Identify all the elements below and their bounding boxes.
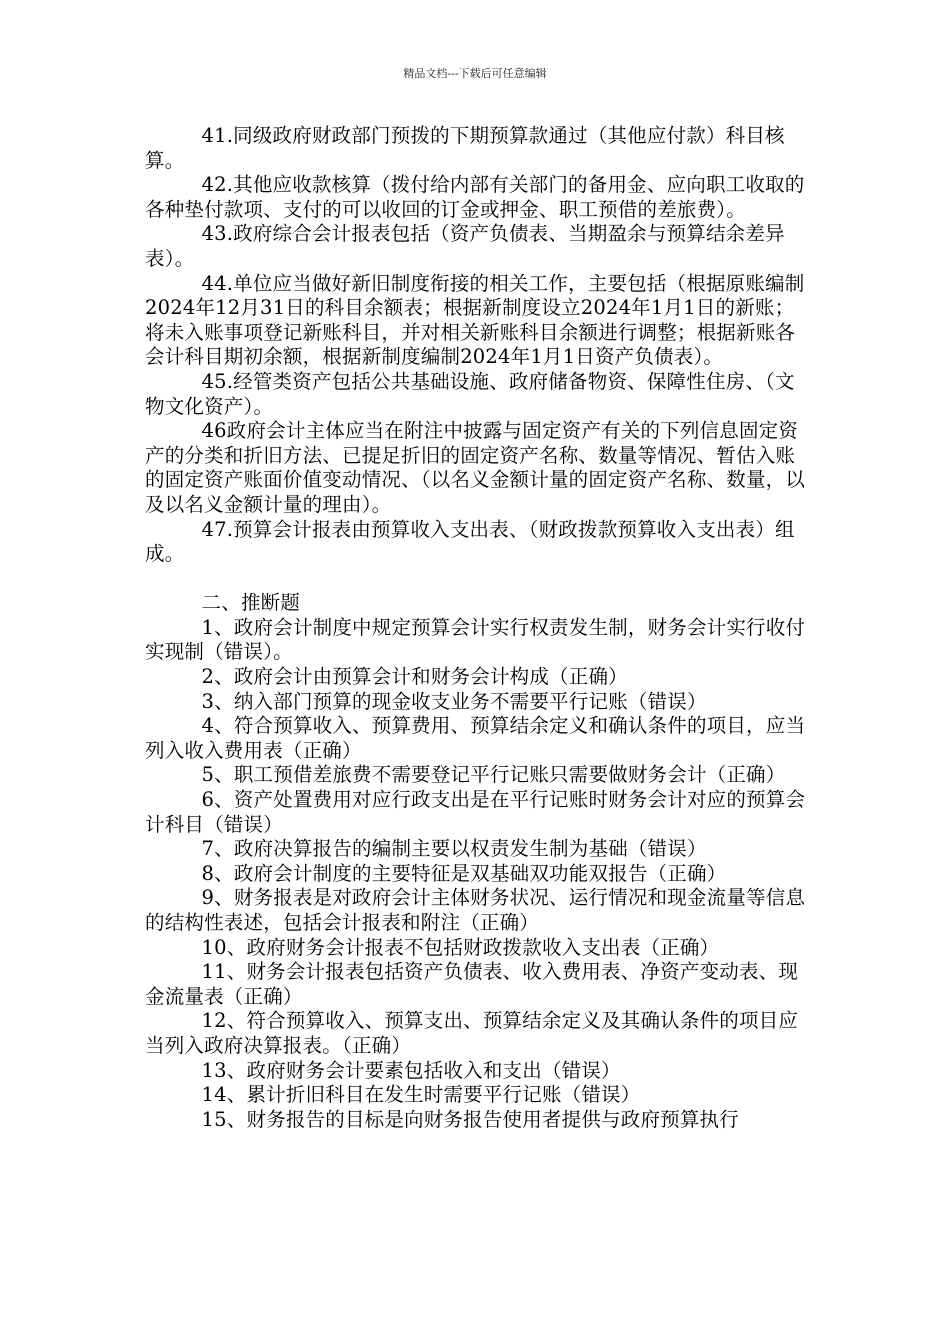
judgment-item: 10、政府财务会计报表不包括财政拨款收入支出表（正确） bbox=[201, 935, 720, 959]
document-body bbox=[145, 124, 810, 1132]
paragraph-47: 47.预算会计报表由预算收入支出表、（财政拨款预算收入支出表）组成。 bbox=[145, 517, 795, 566]
paragraph-46: 46政府会计主体应当在附注中披露与固定资产有关的下列信息固定资产的分类和折旧方法、已提足折旧的固定资产名称、数量等情况、暂估入账的固定资产账面价值变动情况、（以名义金额计量的固定资产名称、数量，以及以名义金额计量的理由）。 bbox=[145, 419, 806, 516]
judgment-item: 14、累计折旧科目在发生时需要平行记账（错误） bbox=[201, 1083, 641, 1107]
judgment-item: 13、政府财务会计要素包括收入和支出（错误） bbox=[201, 1058, 621, 1082]
judgment-item: 7、政府决算报告的编制主要以权责发生制为基础（错误） bbox=[201, 837, 707, 861]
judgment-item: 12、符合预算收入、预算支出、预算结余定义及其确认条件的项目应当列入政府决算报表。（正确） bbox=[145, 1009, 799, 1057]
judgment-item: 15、财务报告的目标是向财务报告使用者提供与政府预算执行 bbox=[201, 1107, 739, 1131]
judgment-item: 11、财务会计报表包括资产负债表、收入费用表、净资产变动表、现金流量表（正确） bbox=[145, 960, 799, 1008]
judgment-item: 9、财务报表是对政府会计主体财务状况、运行情况和现金流量等信息的结构性表述，包括会计报表和附注（正确） bbox=[145, 886, 806, 934]
page-header: 精品文档---下载后可任意编辑 bbox=[403, 67, 547, 80]
judgment-item: 8、政府会计制度的主要特征是双基础双功能双报告（正确） bbox=[201, 861, 727, 885]
judgment-item: 5、职工预借差旅费不需要登记平行记账只需要做财务会计（正确） bbox=[201, 763, 786, 787]
section-title: 二、推断题 bbox=[201, 591, 301, 615]
paragraph-41: 41.同级政府财政部门预拨的下期预算款通过（其他应付款）科目核算。 bbox=[145, 124, 785, 172]
judgment-item: 4、符合预算收入、预算费用、预算结余定义和确认条件的项目，应当列入收入费用表（正确） bbox=[145, 714, 806, 762]
paragraph-43: 43.政府综合会计报表包括（资产负债表、当期盈余与预算结余差异表）。 bbox=[145, 222, 785, 270]
judgment-item: 6、资产处置费用对应行政支出是在平行记账时财务会计对应的预算会计科目（错误） bbox=[145, 788, 806, 836]
judgment-item: 2、政府会计由预算会计和财务会计构成（正确） bbox=[201, 665, 628, 689]
judgment-item: 1、政府会计制度中规定预算会计实行权责发生制，财务会计实行收付实现制（错误）。 bbox=[145, 615, 806, 664]
judgment-item: 3、纳入部门预算的现金收支业务不需要平行记账（错误） bbox=[201, 689, 707, 713]
paragraph-42: 42.其他应收款核算（拨付给内部有关部门的备用金、应向职工收取的各种垫付款项、支付的可以收回的订金或押金、职工预借的差旅费）。 bbox=[145, 173, 805, 221]
paragraph-45: 45.经管类资产包括公共基础设施、政府储备物资、保障性住房、（文物文化资产）。 bbox=[145, 369, 795, 418]
paragraph-44: 44.单位应当做好新旧制度衔接的相关工作，主要包括（根据原账编制2024年12月31日的科目余额表；根据新制度设立2024年1月1日的新账；将未入账事项登记新账科目，并对相关新账科目余额进行调整；根据新账各会计科目期初余额，根据新制度编制2024年1月1日资产负债表）。 bbox=[145, 271, 805, 369]
